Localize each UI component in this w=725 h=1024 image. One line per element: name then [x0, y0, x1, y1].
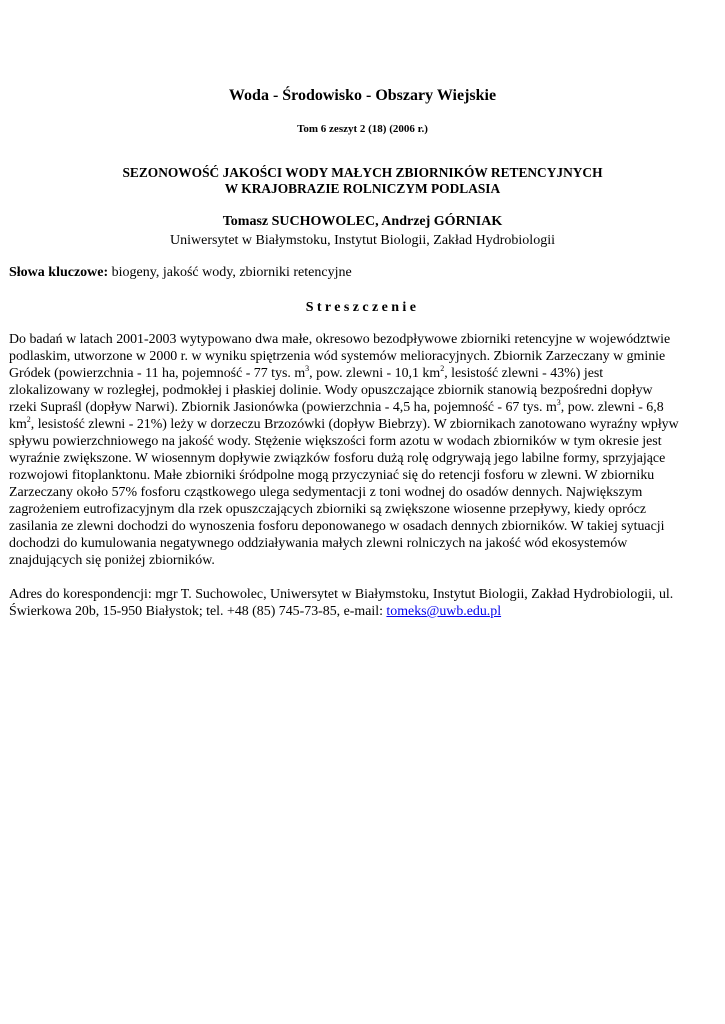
abstract-line: wyraźnie zwiększone. W wiosennym dopływie związków fosforu dużą rolę odgrywają jego labilne formy, sprzyjające — [9, 451, 666, 466]
abstract-text-run: Gródek (powierzchnia - 11 ha, pojemność - 77 tys. m — [9, 366, 306, 381]
abstract-text-run: , lesistość zlewni - 43%) jest — [444, 366, 604, 381]
address-line-2 — [9, 603, 715, 620]
abstract-line: podlaskim, utworzone w 2000 r. w wyniku spiętrzenia wód systemów melioracyjnych. Zbiornik Zarzeczany w gminie — [9, 349, 666, 364]
abstract-line: dochodzi do kumulowania negatywnego oddziaływania małych zlewni rolniczych na jakość wód ekosystemów — [9, 536, 628, 551]
abstract-body — [9, 331, 715, 569]
abstract-line: znajdujących się poniżej zbiorników. — [9, 553, 215, 568]
abstract-line: zagrożeniem eutrofizacyjnym dla rzek opuszczających zbiorniki są zwiększone wiosenne przepływy, kiedy oprócz — [9, 502, 647, 517]
abstract-text-run: , pow. zlewni - 10,1 km — [309, 366, 441, 381]
abstract-line: spływu powierzchniowego na jakość wody. Stężenie większości form azotu w wodach zbiorników w tym okresie jest — [9, 434, 662, 449]
abstract-line: zasilania ze zlewni dochodzi do wynoszenia fosforu deponowanego w osadach dennych zbiorników. W takiej sytuacji — [9, 519, 665, 534]
keywords-text: biogeny, jakość wody, zbiorniki retencyjne — [111, 265, 352, 280]
abstract-text-run: , lesistość zlewni - 21%) leży w dorzeczu Brzozówki (dopływ Biebrzy). W zbiornikach zanotowano wyraźny wpływ — [30, 417, 679, 432]
article-title — [0, 165, 725, 197]
abstract-heading: Streszczenie — [305, 300, 420, 315]
email-link[interactable]: tomeks@uwb.edu.pl — [386, 604, 502, 619]
abstract-line — [9, 365, 715, 382]
keywords-label: Słowa kluczowe: — [9, 265, 109, 280]
abstract-line: Do badań w latach 2001-2003 wytypowano dwa małe, okresowo bezodpływowe zbiorniki retencyjne w województwie — [9, 332, 671, 347]
article-title-line-1: SEZONOWOŚĆ JAKOŚCI WODY MAŁYCH ZBIORNIKÓW RETENCYJNYCH — [122, 165, 603, 180]
abstract-line — [9, 399, 715, 416]
abstract-text-run: km — [9, 417, 27, 432]
address-line-2-text: Świerkowa 20b, 15-950 Białystok; tel. +48 (85) 745-73-85, e-mail: — [9, 604, 387, 619]
abstract-line: zlokalizowany w rozległej, podmokłej i płaskiej dolinie. Wody opuszczające zbiornik stanowią bezpośredni dopływ — [9, 383, 653, 398]
keywords — [9, 265, 719, 281]
abstract-line: Zarzeczany około 57% fosforu cząstkowego ulega sedymentacji z toni wodnej do osadów dennych. Największym — [9, 485, 643, 500]
superscript: 2 — [26, 415, 31, 424]
abstract-line — [9, 416, 715, 433]
journal-title: Woda - Środowisko - Obszary Wiejskie — [228, 87, 497, 104]
address-line-1: Adres do korespondencji: mgr T. Suchowolec, Uniwersytet w Białymstoku, Instytut Biologii, Zakład Hydrobiologii, ul. — [9, 587, 674, 602]
superscript: 2 — [440, 364, 445, 373]
correspondence-address — [9, 586, 715, 620]
authors: Tomasz SUCHOWOLEC, Andrzej GÓRNIAK — [222, 214, 503, 229]
superscript: 3 — [305, 364, 310, 373]
abstract-line: rozwojowi fitoplanktonu. Małe zbiorniki śródpolne mogą przyczyniać się do retencji fosforu w zlewni. W zbiorniku — [9, 468, 655, 483]
superscript: 3 — [556, 398, 561, 407]
abstract-text-run: , pow. zlewni - 6,8 — [560, 400, 664, 415]
article-title-line-2: W KRAJOBRAZIE ROLNICZYM PODLASIA — [224, 181, 501, 196]
abstract-text-run: rzeki Supraśl (dopływ Narwi). Zbiornik Jasionówka (powierzchnia - 4,5 ha, pojemność - 67 tys. m — [9, 400, 557, 415]
volume-info: Tom 6 zeszyt 2 (18) (2006 r.) — [297, 123, 428, 135]
affiliation: Uniwersytet w Białymstoku, Instytut Biologii, Zakład Hydrobiologii — [170, 233, 555, 248]
